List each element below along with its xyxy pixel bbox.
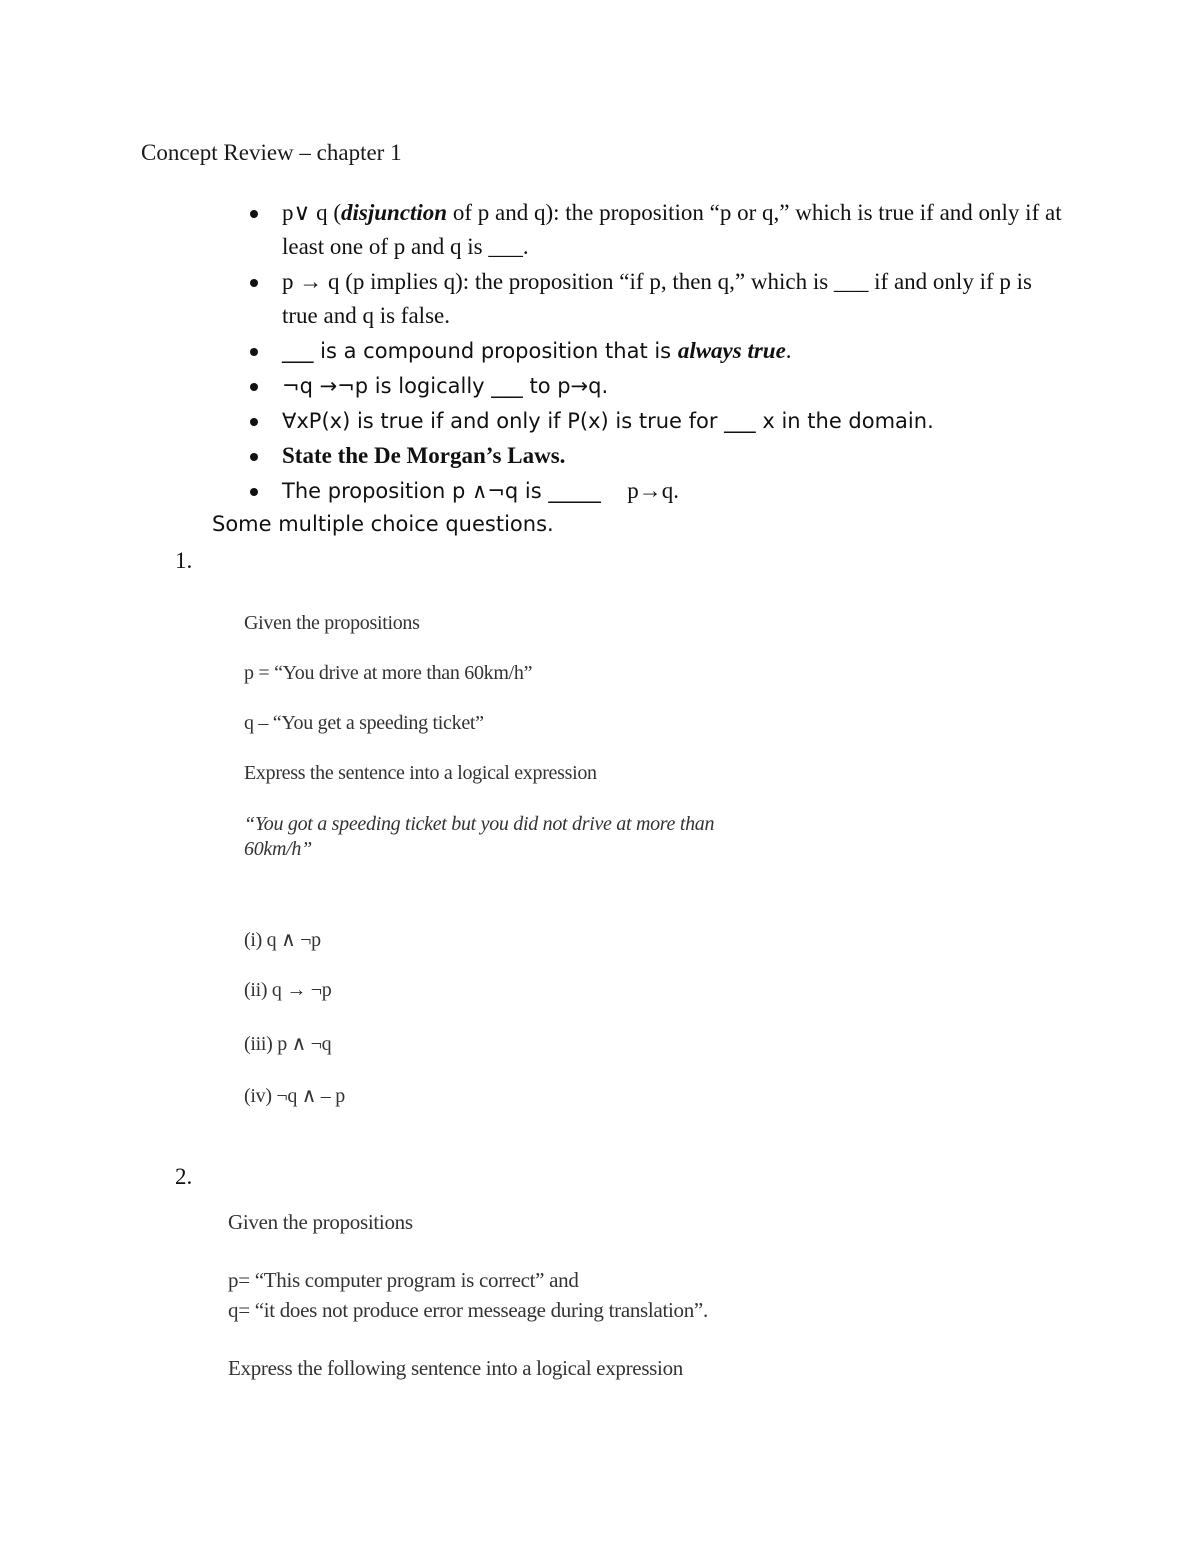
question-given: Given the propositions [244, 612, 420, 634]
question-instruction: Express the sentence into a logical expression [244, 762, 597, 784]
question-number: 2. [175, 1164, 193, 1189]
page-title: Concept Review – chapter 1 [141, 140, 402, 165]
list-item [282, 196, 1072, 264]
option-i: (i) q ∧ ¬p [244, 929, 321, 951]
question-number: 1. [175, 548, 193, 573]
option-ii: (ii) q → ¬p [244, 979, 332, 1001]
bullet-text: The proposition p ∧¬q is _____ [282, 479, 608, 503]
bullet-text: p∨ q ( [282, 200, 341, 225]
option-iv: (iv) ¬q ∧ – p [244, 1085, 345, 1107]
option-iii: (iii) p ∧ ¬q [244, 1033, 332, 1055]
bullet-text: . [785, 338, 792, 363]
bullet-text: p→q. [621, 478, 680, 503]
concept-list [282, 196, 1072, 509]
proposition-p: p= “This computer program is correct” and [228, 1268, 579, 1292]
bullet-text: State the De Morgan’s Laws. [282, 443, 566, 468]
proposition-q: q – “You get a speeding ticket” [244, 712, 484, 734]
question-instruction: Express the following sentence into a logical expression [228, 1356, 683, 1380]
section-intro: Some multiple choice questions. [212, 512, 554, 536]
question-sentence: “You got a speeding ticket but you did not drive at more than 60km/h” [244, 813, 715, 860]
bullet-text: of p and q): the proposition “p or q,” which is true if and only if at least one of p and q is ___. [282, 200, 1062, 259]
list-item [282, 369, 1072, 403]
always-true-term: always true [677, 338, 786, 363]
question-given: Given the propositions [228, 1210, 413, 1234]
list-item [282, 334, 1072, 368]
list-item [282, 474, 1072, 508]
bullet-text: ¬q →¬p is logically ___ to p→q. [282, 374, 609, 398]
list-item [282, 439, 1072, 473]
bullet-text: ∀xP(x) is true if and only if P(x) is true for ___ x in the domain. [282, 409, 934, 433]
proposition-q: q= “it does not produce error messeage during translation”. [228, 1298, 708, 1322]
list-item [282, 265, 1072, 333]
bullet-text: p → q (p implies q): the proposition “if p, then q,” which is ___ if and only if p is true and q is false. [282, 269, 1032, 328]
disjunction-term: disjunction [341, 200, 448, 225]
list-item [282, 404, 1072, 438]
bullet-text: ___ is a compound proposition that is [282, 339, 678, 363]
proposition-p: p = “You drive at more than 60km/h” [244, 662, 533, 684]
